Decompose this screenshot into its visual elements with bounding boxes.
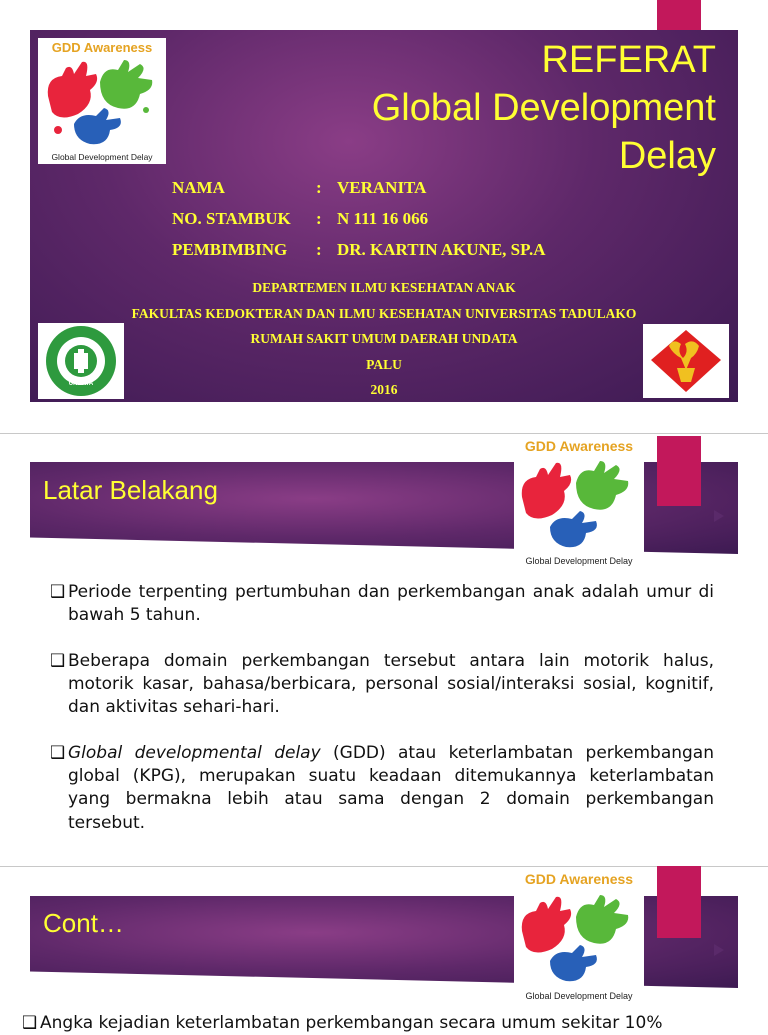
bullet-italic-term: Global developmental delay [68, 743, 321, 763]
hands-paint-icon [514, 437, 644, 568]
section-title: Cont… [43, 908, 124, 938]
city-line: PALU [366, 357, 402, 372]
checkbox-bullet-icon: ❑ [50, 582, 66, 602]
hospital-logo-name: UNDATA [68, 381, 94, 387]
checkbox-bullet-icon: ❑ [50, 651, 66, 671]
info-value: VERANITA [337, 178, 427, 197]
hands-paint-icon [514, 869, 644, 1003]
pink-accent-bar [657, 866, 701, 938]
bullet-text [50, 742, 714, 835]
bullet-item [50, 581, 714, 627]
gdd-logo-caption: Global Development Delay [525, 991, 633, 1001]
slide-title-line-3: Delay [618, 135, 716, 177]
bullet-item [50, 650, 714, 720]
gdd-awareness-logo [514, 869, 644, 1003]
checkbox-bullet-icon: ❑ [22, 1013, 38, 1033]
faculty-line: FAKULTAS KEDOKTERAN DAN ILMU KESEHATAN UNIVERSITAS TADULAKO [131, 306, 637, 321]
pink-accent-bar [657, 436, 701, 506]
year-line: 2016 [370, 382, 398, 397]
bullet-text: Periode terpenting pertumbuhan dan perkembangan anak adalah umur di bawah 5 tahun. [68, 582, 714, 626]
info-label: NO. STAMBUK [172, 209, 291, 228]
hands-paint-icon [38, 38, 166, 164]
gdd-logo-title: GDD Awareness [524, 438, 634, 454]
bullet-text-rest: (GDD) atau keterlambatan perkembangan global (KPG), merupakan suatu keadaan ditemukannya keterlambatan yang bermakna lebih atau sama dengan 2 domain perkembangan tersebut. [68, 743, 714, 833]
hospital-logo [38, 323, 124, 399]
info-sep: : [316, 209, 322, 228]
arrow-right-icon [714, 510, 724, 522]
info-row-nama [172, 178, 225, 198]
info-row-stambuk [172, 209, 291, 229]
gdd-awareness-logo [38, 38, 166, 164]
checkbox-bullet-icon: ❑ [50, 743, 66, 763]
info-value: DR. KARTIN AKUNE, SP.A [337, 240, 546, 259]
info-sep: : [316, 240, 322, 259]
info-label: NAMA [172, 178, 225, 197]
title-slide [30, 30, 738, 402]
info-value: N 111 16 066 [337, 209, 429, 228]
gdd-logo-caption: Global Development Delay [51, 152, 153, 162]
info-row-pembimbing [172, 240, 287, 260]
gdd-awareness-logo [514, 437, 644, 568]
gdd-logo-title: GDD Awareness [51, 40, 153, 55]
slide-title-line-1: REFERAT [541, 39, 716, 81]
university-logo [643, 324, 729, 398]
info-label: PEMBIMBING [172, 240, 288, 259]
bullet-item [50, 742, 714, 835]
hospital-line: RUMAH SAKIT UMUM DAERAH UNDATA [250, 331, 518, 346]
gdd-logo-title: GDD Awareness [524, 871, 634, 887]
slide-divider [0, 866, 768, 867]
department-line: DEPARTEMEN ILMU KESEHATAN ANAK [252, 280, 516, 295]
slide-title-line-2: Global Development [371, 87, 716, 129]
bullet-text: Angka kejadian keterlambatan perkembangan secara umum sekitar 10% [40, 1013, 663, 1033]
bullet-text: Beberapa domain perkembangan tersebut antara lain motorik halus, motorik kasar, bahasa/berbicara, personal sosial/interaksi sosial, kognitif, dan aktivitas sehari-hari. [68, 651, 714, 718]
slide-divider [0, 433, 768, 434]
info-sep: : [316, 178, 322, 197]
section-title: Latar Belakang [43, 475, 218, 505]
arrow-right-icon [714, 944, 724, 956]
gdd-logo-caption: Global Development Delay [525, 556, 633, 566]
